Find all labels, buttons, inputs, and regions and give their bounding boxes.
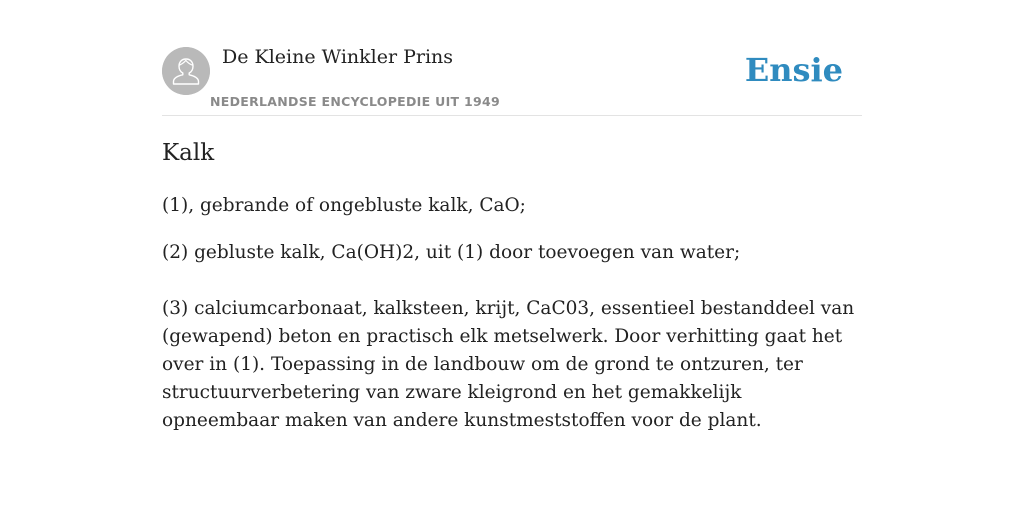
- definition-paragraph-1: (1), gebrande of ongebluste kalk, CaO;: [162, 195, 526, 216]
- page-title: Kalk: [162, 140, 215, 166]
- definition-paragraph-2: (2) gebluste kalk, Ca(OH)2, uit (1) door toevoegen van water;: [162, 242, 741, 263]
- header: [162, 0, 862, 116]
- avatar[interactable]: [162, 47, 210, 95]
- page-container: [162, 0, 862, 512]
- encyclopedia-subtitle: NEDERLANDSE ENCYCLOPEDIE UIT 1949: [210, 94, 500, 109]
- definition-paragraph-3: (3) calciumcarbonaat, kalksteen, krijt, CaC03, essentieel bestanddeel van (gewapend) beton en practisch elk metselwerk. Door verhitting gaat het over in (1). Toepassing in de landbouw om de grond te ontzuren, ter structuurverbetering van zware kleigrond en het gemakkelijk opneembaar maken van andere kunstmeststoffen voor de plant.: [162, 298, 855, 431]
- brand-logo[interactable]: Ensie: [744, 51, 843, 89]
- author-name[interactable]: De Kleine Winkler Prins: [222, 46, 454, 68]
- user-icon: [162, 47, 210, 95]
